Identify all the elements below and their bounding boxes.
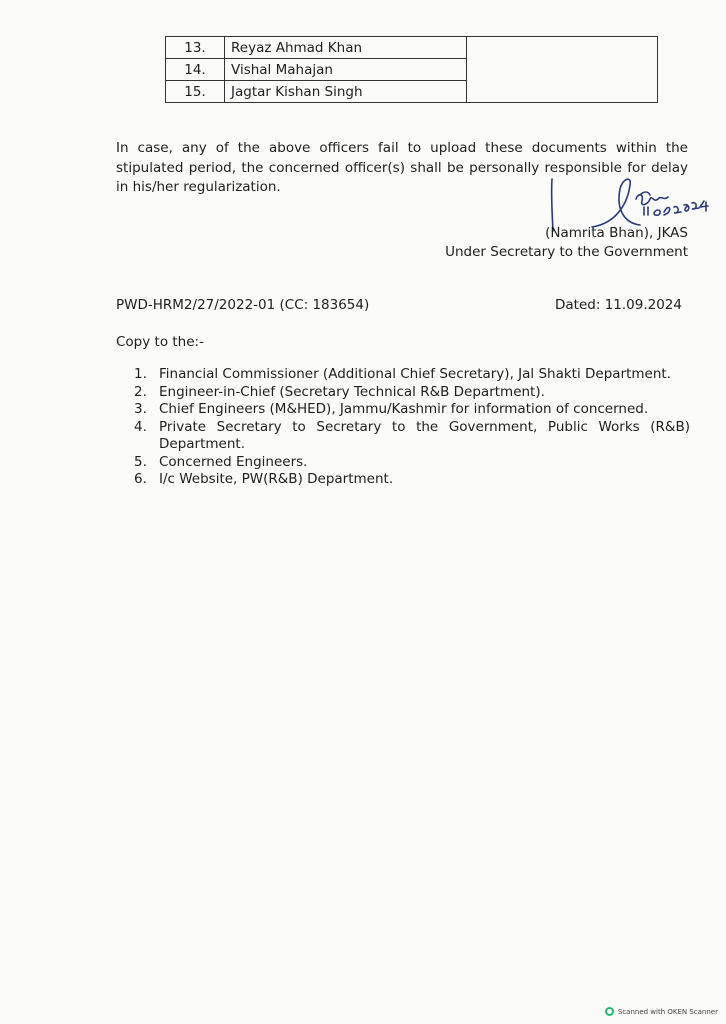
- table-cell-name: Jagtar Kishan Singh: [225, 81, 467, 103]
- table-cell-number: 13.: [166, 37, 225, 59]
- list-item-text: Financial Commissioner (Additional Chief Secretary), Jal Shakti Department.: [159, 366, 671, 382]
- list-item: [134, 401, 690, 419]
- reference-number: PWD-HRM2/27/2022-01 (CC: 183654): [116, 297, 370, 313]
- signatory-designation: Under Secretary to the Government: [445, 244, 688, 260]
- table-cell-name: Reyaz Ahmad Khan: [225, 37, 467, 59]
- list-item-index: 5.: [134, 453, 147, 470]
- list-item: [134, 454, 690, 472]
- list-item: [134, 471, 690, 489]
- list-item: [134, 384, 690, 402]
- table-row: [166, 37, 658, 59]
- list-item-text: I/c Website, PW(R&B) Department.: [159, 471, 394, 487]
- table-cell-number: 15.: [166, 81, 225, 103]
- table-cell-number: 14.: [166, 59, 225, 81]
- list-item: [134, 419, 690, 454]
- reference-date: Dated: 11.09.2024: [555, 297, 682, 313]
- list-item-index: 6.: [134, 471, 147, 487]
- list-item-index: 3.: [134, 401, 147, 417]
- list-item-text: Private Secretary to Secretary to the Government, Public Works (R&B) Department.: [159, 418, 690, 452]
- list-item-index: 1.: [134, 366, 147, 382]
- table-cell-name: Vishal Mahajan: [225, 59, 467, 81]
- list-item-text: Engineer-in-Chief (Secretary Technical R&B Department).: [159, 383, 545, 400]
- copy-to-list: [134, 366, 690, 489]
- signatory-name: (Namrita Bhan), JKAS: [545, 225, 688, 241]
- list-item-index: 4.: [134, 418, 147, 435]
- body-paragraph: In case, any of the above officers fail to upload these documents within the stipulated period, the concerned officer(s) shall be personally responsible for delay in his/her regularization.: [116, 140, 688, 195]
- list-item-index: 2.: [134, 383, 147, 400]
- list-item-text: Concerned Engineers.: [159, 453, 308, 470]
- scanner-watermark-text: Scanned with OKEN Scanner: [617, 1007, 718, 1016]
- table-cell-blank: [467, 37, 658, 103]
- scanner-watermark: [605, 1007, 718, 1016]
- copy-to-heading: Copy to the:-: [116, 334, 204, 350]
- scanner-logo-icon: [605, 1007, 614, 1016]
- list-item-text: Chief Engineers (M&HED), Jammu/Kashmir for information of concerned.: [159, 401, 649, 417]
- list-item: [134, 366, 690, 384]
- officers-table: [165, 36, 658, 103]
